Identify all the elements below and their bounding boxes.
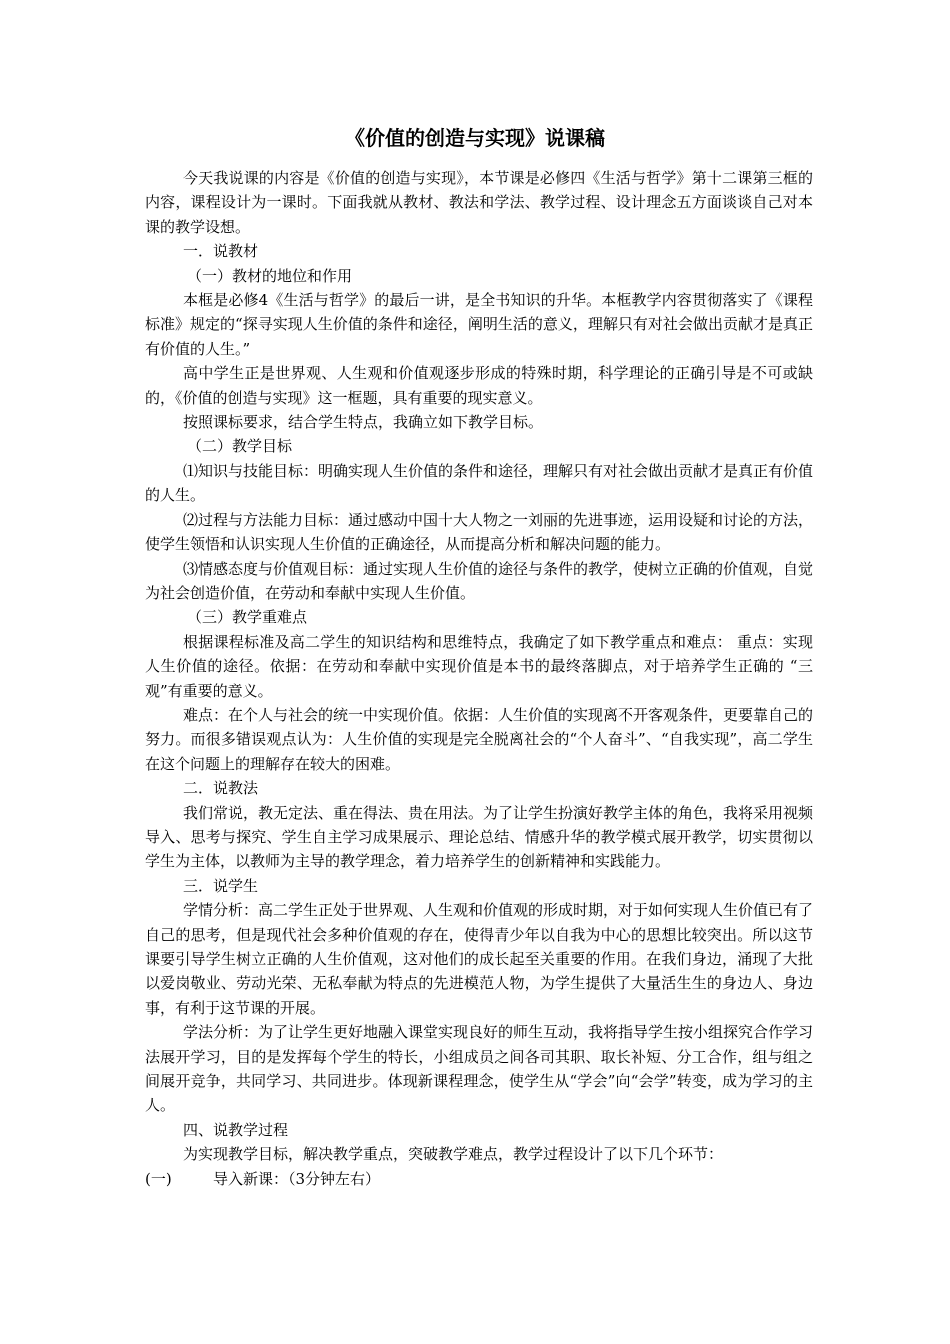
- step-text: 导入新课：（3分钟左右）: [213, 1169, 381, 1188]
- document-title: 《价值的创造与实现》说课稿: [345, 126, 605, 150]
- subsection-heading-position: （一）教材的地位和作用: [187, 266, 353, 285]
- section-heading-textbook: 一．说教材: [183, 242, 259, 261]
- paragraph: 根据课程标准及高二学生的知识结构和思维特点，我确定了如下教学重点和难点： 重点：实现人生价值的途径。依据：在劳动和奉献中实现价值是本书的最终落脚点，对于培养学生正确的 “三观”有重要的意义。: [145, 632, 813, 700]
- paragraph: 按照课标要求，结合学生特点，我确立如下教学目标。: [183, 413, 544, 432]
- section-heading-methods: 二．说教法: [183, 779, 259, 798]
- step-number: (一): [145, 1169, 172, 1188]
- paragraph: 本框是必修4《生活与哲学》的最后一讲，是全书知识的升华。本框教学内容贯彻落实了《课程标准》规定的“探寻实现人生价值的条件和途径，阐明生活的意义，理解只有对社会做出贡献才是真正有价值的人生。”: [145, 291, 813, 358]
- section-heading-students: 三．说学生: [183, 876, 259, 895]
- paragraph: 学法分析：为了让学生更好地融入课堂实现良好的师生互动，我将指导学生按小组探究合作学习法展开学习，目的是发挥每个学生的特长，小组成员之间各司其职、取长补短、分工合作，组与组之间展开竞争，共同学习、共同进步。体现新课程理念，使学生从“学会”向“会学”转变，成为学习的主人。: [145, 1023, 814, 1115]
- document-body: [145, 166, 813, 1191]
- paragraph: 学情分析：高二学生正处于世界观、人生观和价值观的形成时期，对于如何实现人生价值已有了自己的思考，但是现代社会多种价值观的存在，使得青少年以自我为中心的思想比较突出。所以这节课要引导学生树立正确的人生价值观，这对他们的成长起至关重要的作用。在我们身边，涌现了大批以爱岗敬业、劳动光荣、无私奉献为特点的先进模范人物，为学生提供了大量活生生的身边人、身边事，有利于这节课的开展。: [145, 901, 814, 1017]
- goal-item: ⑶情感态度与价值观目标：通过实现人生价值的途径与条件的教学，使树立正确的价值观，自觉为社会创造价值，在劳动和奉献中实现人生价值。: [145, 559, 814, 602]
- paragraph: 为实现教学目标，解决教学重点，突破教学难点，教学过程设计了以下几个环节：: [183, 1145, 724, 1164]
- subsection-heading-goals: （二）教学目标: [187, 437, 293, 456]
- paragraph: 我们常说，教无定法、重在得法、贵在用法。为了让学生扮演好教学主体的角色，我将采用视频导入、思考与探究、学生自主学习成果展示、理论总结、情感升华的教学模式展开教学，切实贯彻以学生为主体，以教师为主导的教学理念，着力培养学生的创新精神和实践能力。: [145, 803, 814, 871]
- section-heading-process: 四、说教学过程: [183, 1120, 289, 1139]
- paragraph: 高中学生正是世界观、人生观和价值观逐步形成的特殊时期，科学理论的正确引导是不可或缺的，《价值的创造与实现》这一框题，具有重要的现实意义。: [145, 364, 813, 407]
- goal-item: ⑴知识与技能目标：明确实现人生价值的条件和途径，理解只有对社会做出贡献才是真正有价值的人生。: [145, 461, 814, 505]
- intro-paragraph: 今天我说课的内容是《价值的创造与实现》，本节课是必修四《生活与哲学》第十二课第三框的内容，课程设计为一课时。下面我就从教材、教法和学法、教学过程、设计理念五方面谈谈自己对本课的教学设想。: [145, 169, 813, 236]
- process-step: [145, 1167, 813, 1191]
- goal-item: ⑵过程与方法能力目标：通过感动中国十大人物之一刘丽的先进事迹，运用设疑和讨论的方法，使学生领悟和认识实现人生价值的正确途径，从而提高分析和解决问题的能力。: [145, 510, 814, 554]
- paragraph: 难点：在个人与社会的统一中实现价值。依据：人生价值的实现离不开客观条件，更要靠自己的努力。而很多错误观点认为：人生价值的实现是完全脱离社会的“个人奋斗”、“自我实现”，高二学生在这个问题上的理解存在较大的困难。: [145, 705, 814, 773]
- subsection-heading-key-points: （三）教学重难点: [187, 608, 308, 627]
